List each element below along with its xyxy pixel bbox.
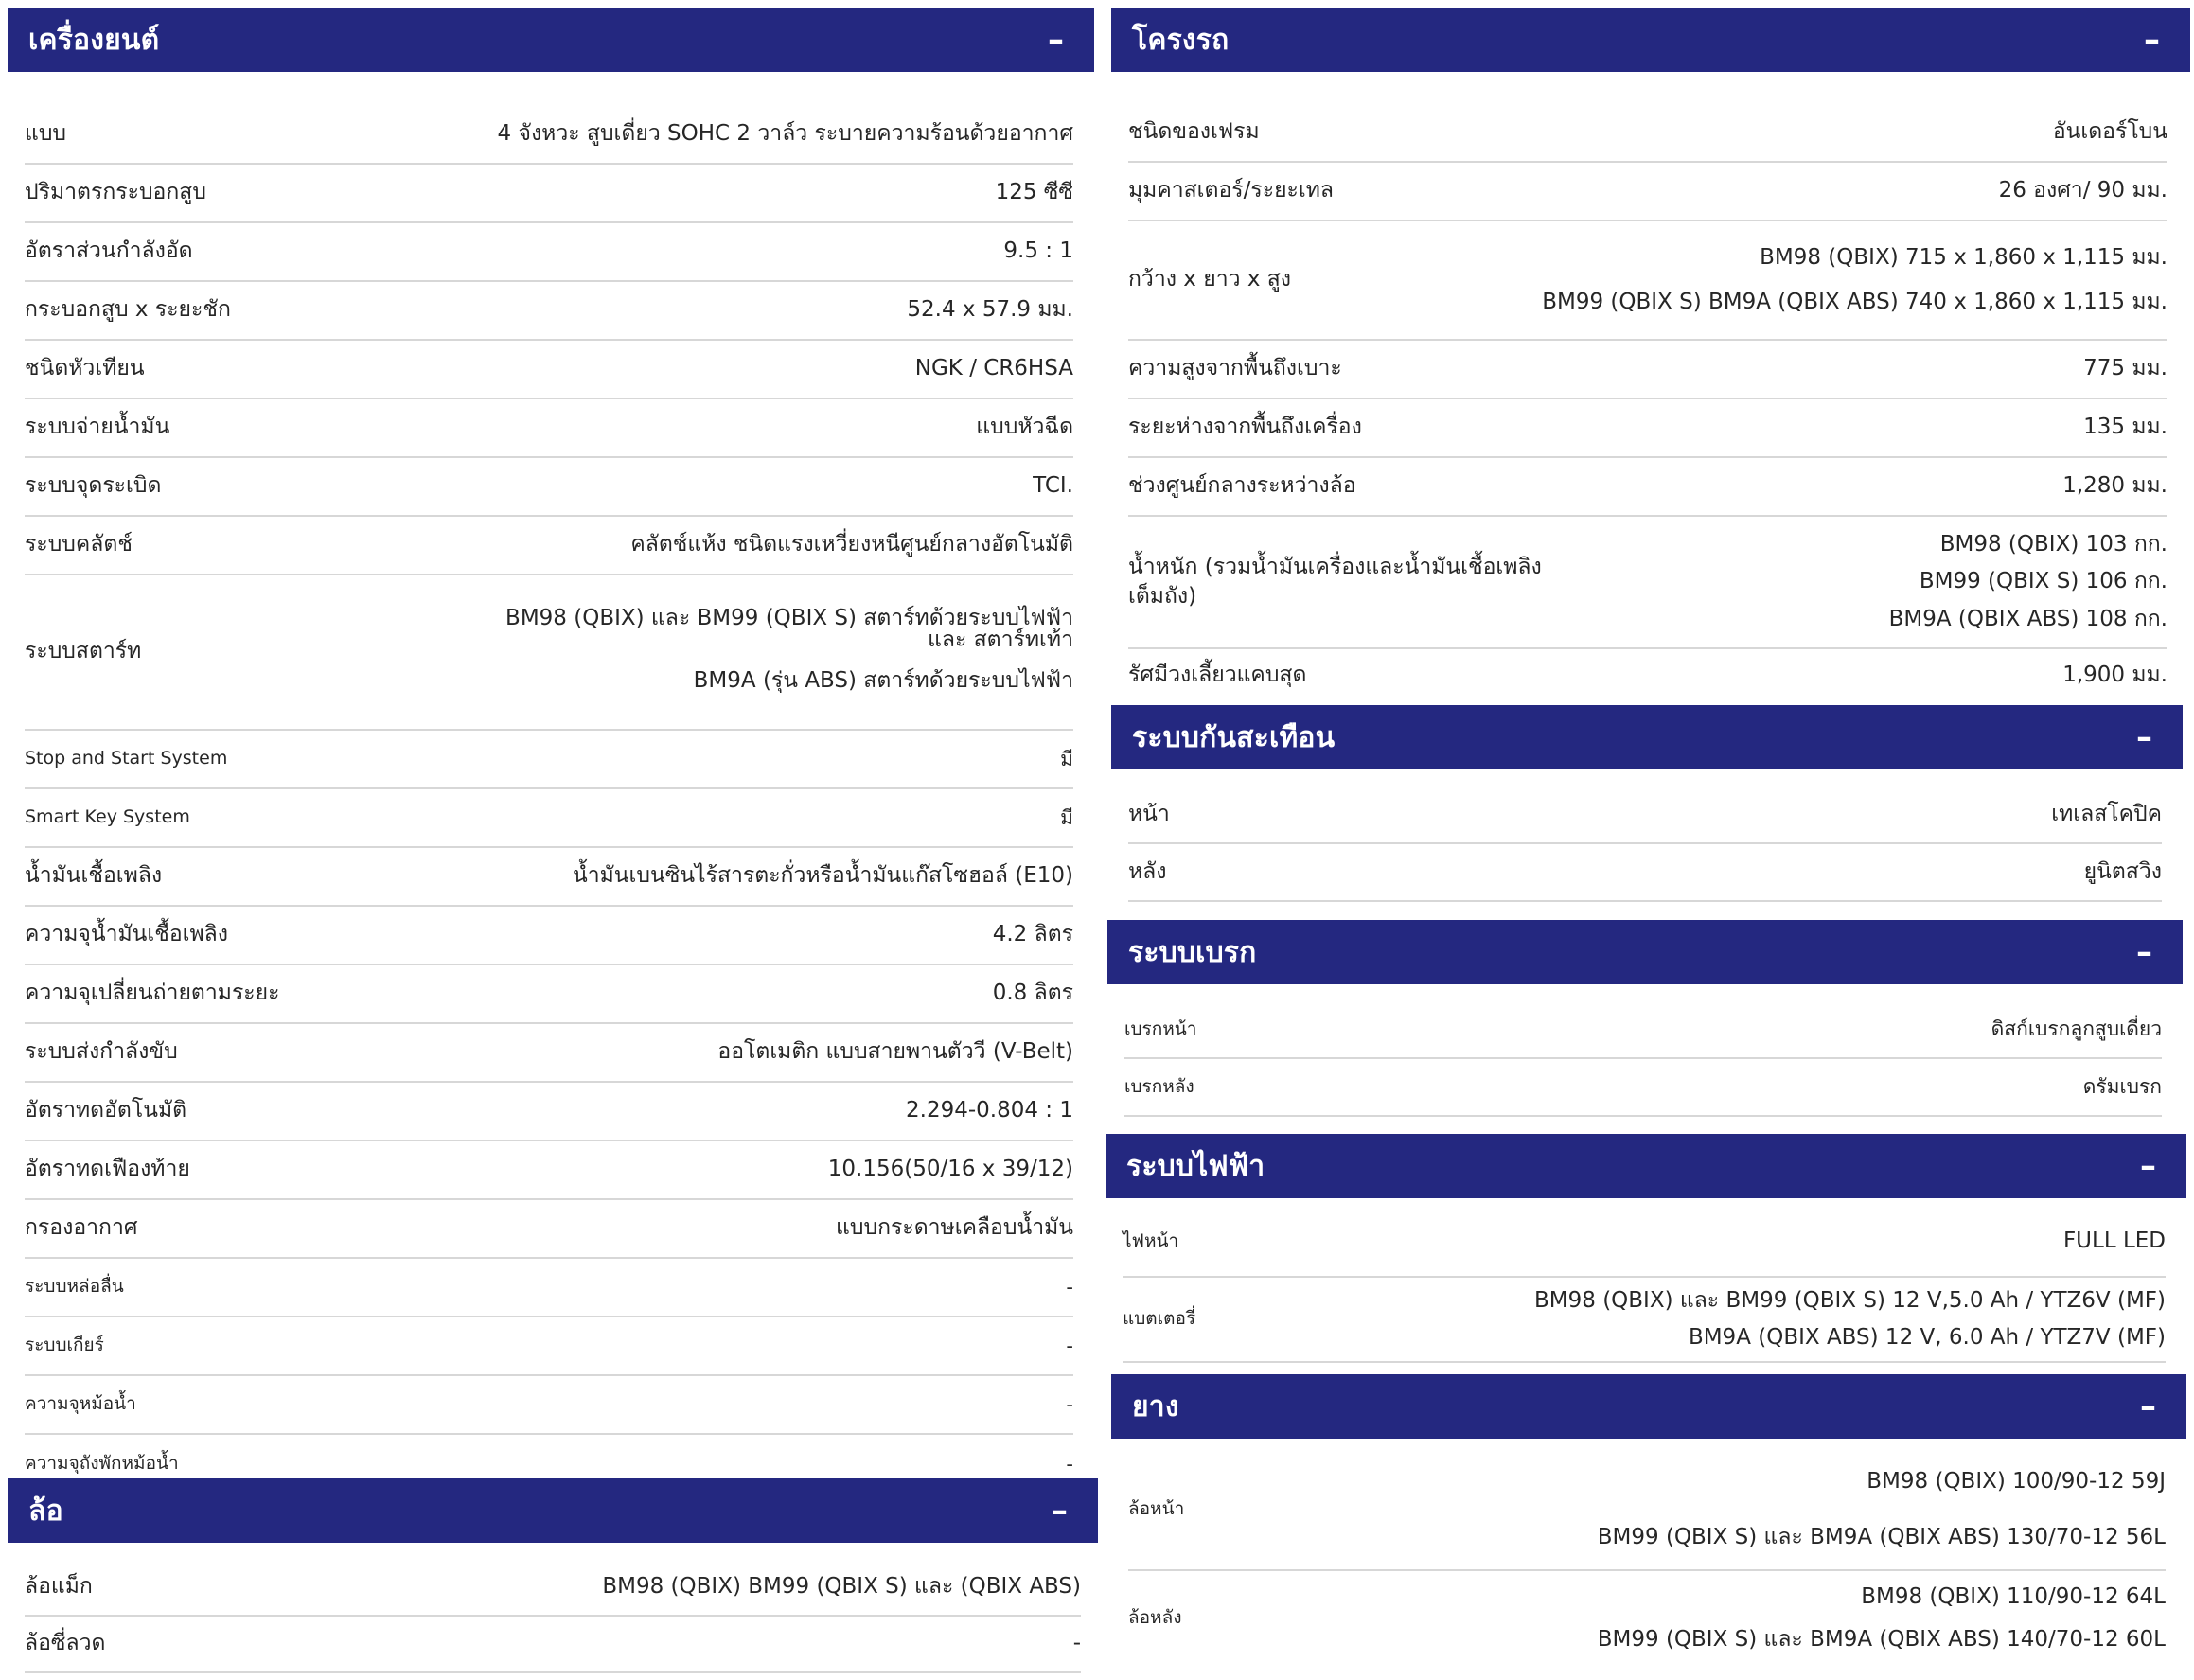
spec-row-ground-clearance	[1128, 399, 2167, 458]
spec-label: Stop and Start System	[25, 748, 228, 769]
spec-row-final-ratio	[25, 1141, 1073, 1200]
spec-value-line: BM98 (QBIX) 103 กก.	[1939, 532, 2167, 557]
spec-value: -	[1066, 1392, 1073, 1416]
spec-label: แบตเตอรี่	[1123, 1308, 1196, 1330]
spec-label: อัตราทดอัตโนมัติ	[25, 1098, 187, 1123]
spec-row-rear-brake	[1124, 1059, 2162, 1117]
spec-row-battery	[1123, 1278, 2166, 1363]
spec-label: หลัง	[1128, 858, 1167, 884]
spec-label: ระบบจ่ายน้ำมัน	[25, 415, 170, 440]
spec-label: ล้อแม็ก	[25, 1574, 93, 1600]
spec-row-alloy-wheel	[25, 1560, 1081, 1617]
spec-value: ดรัมเบรก	[2082, 1075, 2162, 1099]
spec-label: Smart Key System	[25, 806, 190, 828]
wheels-section-header[interactable]	[8, 1478, 1098, 1543]
spec-row-engine-type	[25, 106, 1073, 165]
spec-value-line: BM99 (QBIX S) BM9A (QBIX ABS) 740 x 1,860 x 1,115 มม.	[1542, 290, 2167, 314]
spec-value: 4 จังหวะ สูบเดี่ยว SOHC 2 วาล์ว ระบายความร้อนด้วยอากาศ	[497, 121, 1073, 147]
spec-value: FULL LED	[2062, 1229, 2166, 1254]
spec-row-radiator	[25, 1376, 1073, 1435]
spec-value: 125 ซีซี	[995, 180, 1073, 205]
wheels-panel	[8, 1478, 1098, 1673]
spec-label: กระบอกสูบ x ระยะชัก	[25, 297, 231, 323]
spec-row-smart-key	[25, 789, 1073, 848]
spec-value: 1,280 มม.	[2062, 473, 2167, 499]
spec-label: ล้อหลัง	[1128, 1607, 1182, 1629]
spec-value-line: BM98 (QBIX) และ BM99 (QBIX S) 12 V,5.0 Ah / YTZ6V (MF)	[1534, 1287, 2166, 1313]
spec-value-line: BM99 (QBIX S) 106 กก.	[1919, 569, 2167, 594]
spec-value: 135 มม.	[2083, 415, 2167, 440]
spec-row-wheelbase	[1128, 458, 2167, 517]
spec-label: ระบบส่งกำลังขับ	[25, 1039, 178, 1065]
spec-value-line: BM98 (QBIX) 715 x 1,860 x 1,115 มม.	[1760, 244, 2167, 270]
chassis-section-header[interactable]	[1111, 8, 2190, 72]
spec-row-ignition	[25, 458, 1073, 517]
spec-label: มุมคาสเตอร์/ระยะเทล	[1128, 178, 1335, 203]
spec-value: 2.294-0.804 : 1	[906, 1098, 1073, 1123]
spec-label: ความจุหม้อน้ำ	[25, 1393, 136, 1415]
spec-value: น้ำมันเบนซินไร้สารตะกั่วหรือน้ำมันแก๊สโซฮอล์ (E10)	[573, 863, 1073, 889]
spec-value: 10.156(50/16 x 39/12)	[827, 1157, 1073, 1182]
suspension-section-title: ระบบกันสะเทือน	[1132, 720, 1336, 754]
spec-row-compression	[25, 223, 1073, 282]
spec-label: กรองอากาศ	[25, 1215, 138, 1241]
suspension-panel	[1111, 705, 2183, 902]
wheels-section-title: ล้อ	[28, 1494, 63, 1528]
spec-label: เบรกหน้า	[1124, 1017, 1197, 1039]
spec-value: 1,900 มม.	[2062, 663, 2167, 688]
spec-label: ไฟหน้า	[1123, 1230, 1179, 1252]
spec-value: 9.5 : 1	[1003, 239, 1073, 264]
brakes-section-title: ระบบเบรก	[1128, 935, 1257, 969]
spec-value: NGK / CR6HSA	[914, 356, 1073, 381]
spec-value	[1195, 1286, 2166, 1353]
collapse-icon[interactable]: –	[2144, 21, 2160, 59]
spec-label: ล้อซี่ลวด	[25, 1631, 106, 1656]
spec-row-spoke-wheel	[25, 1617, 1081, 1673]
spec-value-line: BM9A (QBIX ABS) 108 กก.	[1888, 606, 2167, 631]
spec-label: ระบบเกียร์	[25, 1335, 104, 1356]
spec-value: ยูนิตสวิง	[2083, 858, 2162, 884]
spec-value-line: BM98 (QBIX) 110/90-12 64L	[1861, 1583, 2166, 1609]
spec-label: ช่วงศูนย์กลางระหว่างล้อ	[1128, 473, 1356, 499]
spec-label: ระบบจุดระเบิด	[25, 473, 162, 499]
tires-panel	[1111, 1374, 2186, 1666]
spec-label: น้ำหนัก (รวมน้ำมันเครื่องและน้ำมันเชื้อเพลิงเต็มถัง)	[1128, 554, 1542, 609]
spec-row-caster-trail	[1128, 163, 2167, 221]
spec-row-displacement	[25, 165, 1073, 223]
spec-row-clutch	[25, 517, 1073, 575]
collapse-icon[interactable]: –	[2140, 1147, 2156, 1185]
electrical-section-title: ระบบไฟฟ้า	[1126, 1149, 1265, 1183]
spec-row-transmission	[25, 1024, 1073, 1083]
spec-row-bore-stroke	[25, 282, 1073, 341]
spec-label: น้ำมันเชื้อเพลิง	[25, 863, 163, 889]
spec-value-line: BM9A (QBIX ABS) 12 V, 6.0 Ah / YTZ7V (MF)	[1688, 1325, 2166, 1350]
spec-row-rear-suspension	[1128, 844, 2162, 902]
engine-section-title: เครื่องยนต์	[28, 23, 160, 57]
spec-label: เบรกหลัง	[1124, 1075, 1194, 1097]
spec-value: เทเลสโคปิค	[2051, 801, 2162, 826]
brakes-section-header[interactable]	[1107, 920, 2183, 984]
spec-label: ระยะห่างจากพื้นถึงเครื่อง	[1128, 415, 1362, 440]
spec-row-frame	[1128, 104, 2167, 163]
engine-panel	[8, 8, 1094, 1494]
spec-value: มี	[1060, 747, 1073, 770]
spec-row-stop-start	[25, 731, 1073, 789]
spec-row-starter	[25, 575, 1073, 731]
suspension-section-header[interactable]	[1111, 705, 2183, 769]
spec-label: กว้าง x ยาว x สูง	[1128, 267, 1292, 292]
collapse-icon[interactable]: –	[2140, 1388, 2156, 1425]
spec-value	[141, 608, 1073, 696]
spec-label: อัตราส่วนกำลังอัด	[25, 239, 193, 264]
chassis-panel	[1111, 8, 2190, 702]
spec-label: ระบบหล่อลื่น	[25, 1276, 124, 1298]
brakes-panel	[1107, 920, 2183, 1117]
spec-label: หน้า	[1128, 801, 1170, 826]
spec-label: ชนิดของเฟรม	[1128, 119, 1260, 145]
spec-row-fuel-capacity	[25, 907, 1073, 965]
spec-row-dimensions	[1128, 221, 2167, 341]
collapse-icon[interactable]: –	[2136, 718, 2152, 756]
spec-row-headlight	[1123, 1208, 2166, 1278]
spec-value: แบบกระดาษเคลือบน้ำมัน	[836, 1215, 1073, 1241]
spec-value	[1182, 1583, 2167, 1654]
spec-value: 0.8 ลิตร	[992, 981, 1073, 1006]
spec-value: ดิสก์เบรกลูกสูบเดี่ยว	[1991, 1017, 2162, 1041]
spec-value-line: BM98 (QBIX) และ BM99 (QBIX S) สตาร์ทด้วยระบบไฟฟ้า และ สตาร์ทเท้า	[505, 606, 1073, 653]
spec-row-front-suspension	[1128, 787, 2162, 844]
engine-section-header[interactable]	[8, 8, 1094, 72]
spec-row-weight	[1128, 517, 2167, 649]
spec-value: มี	[1060, 805, 1073, 829]
spec-value: -	[1066, 1275, 1073, 1299]
collapse-icon[interactable]: –	[1052, 1492, 1068, 1530]
spec-row-lubrication	[25, 1259, 1073, 1317]
spec-label: อัตราทดเฟืองท้าย	[25, 1157, 190, 1182]
tires-section-title: ยาง	[1132, 1389, 1179, 1424]
spec-value: 52.4 x 57.9 มม.	[907, 297, 1073, 323]
spec-value	[1184, 1467, 2166, 1552]
spec-value: 775 มม.	[2083, 356, 2167, 381]
spec-value: แบบหัวฉีด	[976, 415, 1073, 440]
spec-value-line: BM9A (รุ่น ABS) สตาร์ทด้วยระบบไฟฟ้า	[693, 668, 1073, 694]
spec-value-line: BM98 (QBIX) 100/90-12 59J	[1867, 1468, 2166, 1494]
spec-value: -	[1072, 1631, 1081, 1656]
spec-value	[1291, 243, 2167, 317]
spec-value-line: BM99 (QBIX S) และ BM9A (QBIX ABS) 130/70-12 56L	[1597, 1525, 2166, 1549]
collapse-icon[interactable]: –	[2136, 933, 2152, 971]
spec-value: 26 องศา/ 90 มม.	[1998, 178, 2167, 203]
spec-row-front-tire	[1128, 1450, 2166, 1571]
spec-row-fuel	[25, 848, 1073, 907]
spec-value: -	[1066, 1334, 1073, 1357]
electrical-section-header[interactable]	[1106, 1134, 2186, 1198]
spec-row-oil-capacity	[25, 965, 1073, 1024]
tires-section-header[interactable]	[1111, 1374, 2186, 1439]
spec-row-air-filter	[25, 1200, 1073, 1259]
spec-value: BM98 (QBIX) BM99 (QBIX S) และ (QBIX ABS)	[602, 1574, 1081, 1600]
spec-label: แบบ	[25, 121, 67, 147]
electrical-panel	[1106, 1134, 2186, 1363]
spec-row-front-brake	[1124, 1001, 2162, 1059]
spec-label: ความสูงจากพื้นถึงเบาะ	[1128, 356, 1342, 381]
spec-value: 4.2 ลิตร	[992, 922, 1073, 947]
spec-row-auto-ratio	[25, 1083, 1073, 1141]
spec-label: ความจุน้ำมันเชื้อเพลิง	[25, 922, 229, 947]
spec-row-spark-plug	[25, 341, 1073, 399]
chassis-section-title: โครงรถ	[1132, 23, 1230, 57]
spec-row-fuel-system	[25, 399, 1073, 458]
spec-value: คลัตช์แห้ง ชนิดแรงเหวี่ยงหนีศูนย์กลางอัตโนมัติ	[630, 532, 1073, 557]
spec-value	[1545, 530, 2167, 633]
spec-row-rear-tire	[1128, 1571, 2166, 1666]
spec-value: อันเดอร์โบน	[2052, 119, 2167, 145]
spec-label: ชนิดหัวเทียน	[25, 356, 145, 381]
spec-label: ระบบสตาร์ท	[25, 639, 142, 664]
spec-value: ออโตเมติก แบบสายพานตัววี (V-Belt)	[717, 1039, 1073, 1065]
spec-value: TCI.	[1033, 473, 1073, 499]
spec-label: รัศมีวงเลี้ยวแคบสุด	[1128, 663, 1307, 688]
spec-label: ความจุถังพักหม้อน้ำ	[25, 1453, 179, 1475]
spec-label: ระบบคลัตช์	[25, 532, 133, 557]
spec-label: ความจุเปลี่ยนถ่ายตามระยะ	[25, 981, 280, 1006]
spec-row-turning-radius	[1128, 649, 2167, 702]
spec-label: ปริมาตรกระบอกสูบ	[25, 180, 206, 205]
spec-value-line: BM99 (QBIX S) และ BM9A (QBIX ABS) 140/70-12 60L	[1597, 1627, 2166, 1652]
spec-label: ล้อหน้า	[1128, 1498, 1185, 1520]
spec-row-gearbox	[25, 1317, 1073, 1376]
collapse-icon[interactable]: –	[1048, 21, 1064, 59]
spec-value: -	[1066, 1452, 1073, 1476]
spec-row-seat-height	[1128, 341, 2167, 399]
